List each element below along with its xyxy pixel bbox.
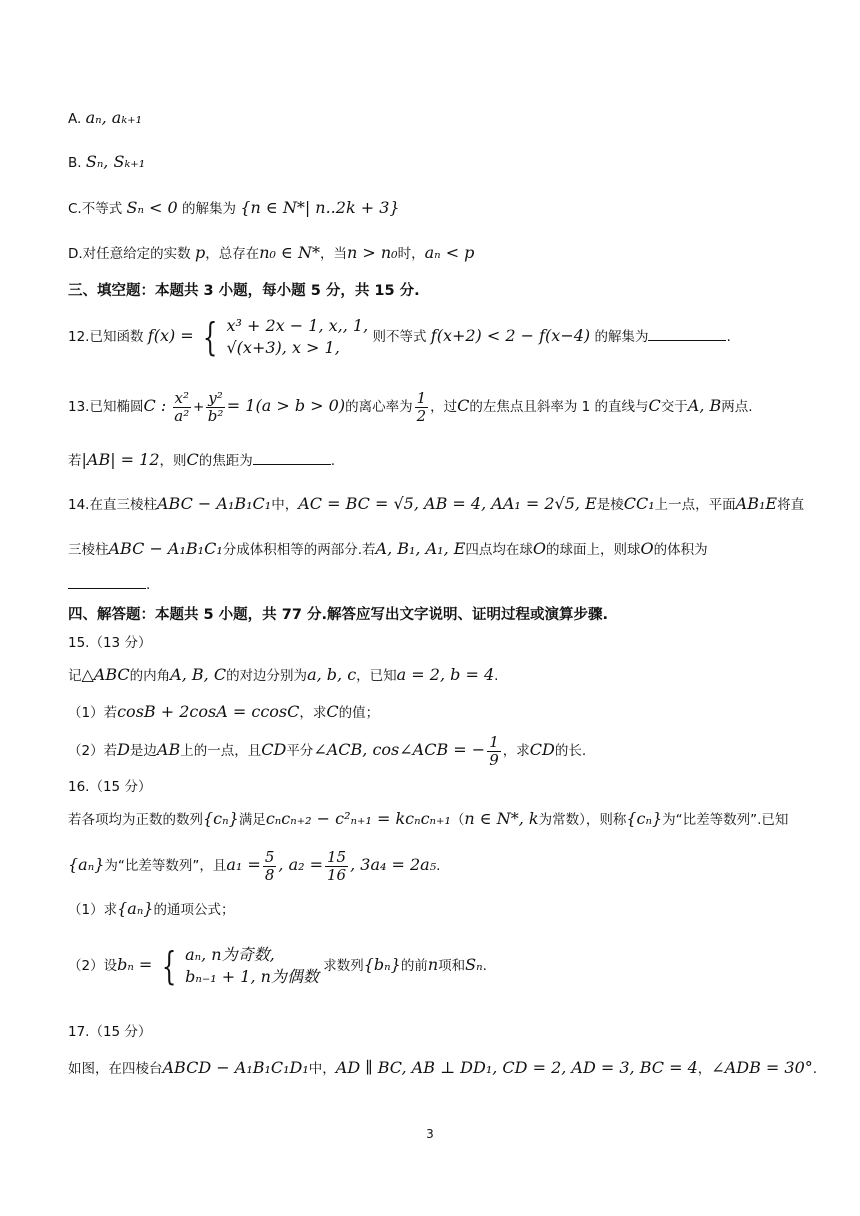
q16-math: {cₙ} — [626, 809, 663, 828]
q15-text: ，求 — [502, 743, 530, 759]
q12-text: 的解集为 — [594, 329, 649, 345]
q17-text: ， — [697, 1061, 712, 1077]
q12-math: f(x+2) < 2 − f(x−4) — [430, 326, 591, 345]
option-label: A. — [68, 111, 82, 127]
denominator: b² — [207, 406, 224, 425]
q16-text: 满足 — [238, 812, 266, 828]
q14-math: ABC − A₁B₁C₁ — [108, 539, 223, 558]
option-c — [68, 197, 820, 220]
q14-text: 分成体积相等的两部分.若 — [222, 542, 376, 558]
question-14-line-2 — [68, 538, 820, 561]
fraction-half — [415, 390, 429, 425]
q13-text: ，则 — [159, 453, 187, 469]
q15-math: D — [117, 740, 130, 759]
q13-math: C — [186, 450, 199, 469]
q15-text: 的对边分别为 — [226, 668, 308, 684]
option-math: Sₙ < 0 — [126, 198, 178, 217]
option-text: 时， — [397, 246, 425, 262]
q16-text: . — [482, 958, 487, 974]
q15-text: 上的一点，且 — [180, 743, 262, 759]
q14-text: 上一点，平面 — [654, 497, 736, 513]
q16-text: 的前 — [400, 958, 428, 974]
option-math: aₙ, aₖ₊₁ — [85, 108, 143, 127]
q13-text: 的离心率为 — [345, 399, 413, 415]
q15-text: （2）若 — [68, 743, 118, 759]
option-d — [68, 242, 820, 265]
question-16-head: 16.（15 分） — [68, 779, 152, 795]
q14-text: 14.在直三棱柱 — [68, 497, 157, 513]
q17-math: ∠ADB = 30° — [711, 1058, 813, 1077]
q13-text: 的焦距为 — [198, 453, 253, 469]
q14-math: AC = BC = √5, AB = 4, AA₁ = 2√5, E — [298, 494, 597, 513]
q13-text: ，过 — [430, 399, 458, 415]
q13-text: 的左焦点且斜率为 1 的直线与 — [469, 399, 649, 415]
q16-text: （1）求 — [68, 902, 118, 918]
q16-math: Sₙ — [465, 955, 483, 974]
q15-text: 平分 — [286, 743, 314, 759]
q13-text: 两点. — [721, 399, 753, 415]
q15-math: CD — [529, 740, 555, 759]
fraction-a2 — [325, 849, 348, 884]
q14-math: CC₁ — [623, 494, 655, 513]
q16-math: , a₂ = — [278, 855, 324, 874]
q15-text: 记 — [68, 668, 82, 684]
section-3-title: 三、填空题：本题共 3 小题，每小题 5 分，共 15 分. — [68, 283, 420, 299]
q13-text: 交于 — [660, 399, 688, 415]
q14-math: ABC − A₁B₁C₁ — [156, 494, 272, 513]
q15-text: ，已知 — [356, 668, 397, 684]
question-12: 12.已知函数 f(x) = { x³ + 2x − 1, x,, 1, √(x+3), x > 1, 则不等式 f(x+2) < 2 − f(x−4) 的解集为 . — [68, 315, 731, 359]
q16-case: aₙ, n为奇数, — [185, 945, 275, 964]
q17-math: ABCD − A₁B₁C₁D₁ — [162, 1058, 309, 1077]
option-math: aₙ < p — [424, 243, 475, 262]
q17-math: AD ∥ BC, AB ⊥ DD₁, CD = 2, AD = 3, BC = 4 — [335, 1058, 698, 1077]
question-17-head: 17.（15 分） — [68, 1024, 152, 1040]
option-math: n₀ ∈ N* — [259, 243, 320, 262]
q16-case: bₙ₋₁ + 1, n为偶数 — [185, 967, 319, 986]
numerator: y² — [208, 388, 223, 407]
q16-math: {aₙ} — [68, 855, 105, 874]
q16-cases — [185, 944, 319, 988]
q12-text: 则不等式 — [372, 329, 427, 345]
q17-text: 如图，在四棱台 — [68, 1061, 163, 1077]
question-13-line-1: 13.已知椭圆C : $\frac{\text{x²}}{\text{a²}}$ + $\frac{\text{y²}}{\text{b²}}$ = 1(a > b > 0)的离心率为 $\frac{1}{2}$ ，过C的左焦点且斜率为 1 的直线与C交于A, B两点. — [68, 388, 753, 425]
q15-math: A, B, C — [170, 665, 227, 684]
q13-math: C : — [143, 396, 167, 415]
denominator: 8 — [264, 865, 275, 884]
q13-math: = 1(a > b > 0) — [226, 396, 346, 415]
q13-text: 若 — [68, 453, 82, 469]
answer-blank[interactable] — [253, 450, 331, 465]
option-text: ，当 — [319, 246, 347, 262]
q16-text: 为“比差等数列”.已知 — [662, 812, 789, 828]
q14-math: O — [532, 539, 547, 558]
option-math: p — [194, 243, 206, 262]
q16-math: {bₙ} — [363, 955, 401, 974]
answer-blank[interactable] — [648, 326, 726, 341]
q16-math: {cₙ} — [203, 809, 239, 828]
q16-math: bₙ = — [117, 955, 153, 974]
fraction-y2-b2 — [206, 390, 225, 425]
option-b — [68, 151, 820, 174]
question-13-line-2: 若|AB| = 12，则C的焦距为 . — [68, 450, 336, 469]
q14-math: O — [640, 539, 654, 558]
q14-text: 三棱柱 — [68, 542, 109, 558]
denominator: a² — [174, 406, 190, 425]
q16-math: {aₙ} — [117, 899, 154, 918]
numerator: 5 — [264, 847, 275, 866]
q14-math: AB₁E — [735, 494, 778, 513]
answer-blank[interactable] — [68, 574, 146, 589]
q14-math: A, B₁, A₁, E — [375, 539, 466, 558]
numerator: 1 — [416, 388, 427, 407]
q16-text: 为常数），则称 — [538, 812, 627, 828]
q16-text: . — [436, 858, 441, 874]
q17-text: . — [812, 1061, 818, 1077]
numerator: 15 — [327, 847, 347, 866]
q14-text: 四点均在球 — [465, 542, 533, 558]
q13-math: A, B — [687, 396, 722, 415]
q16-math: cₙcₙ₊₂ − c²ₙ₊₁ = kcₙcₙ₊₁ — [265, 809, 451, 828]
denominator: 2 — [416, 406, 427, 425]
q15-text: 的长. — [554, 743, 587, 759]
option-label: C.不等式 — [68, 201, 123, 217]
q12-case: x³ + 2x − 1, x,, 1, — [226, 316, 369, 335]
q14-text: 的体积为 — [653, 542, 708, 558]
q15-math: a = 2, b = 4 — [396, 665, 495, 684]
q14-text: 将直 — [777, 497, 805, 513]
q16-math: n ∈ N*, k — [464, 809, 539, 828]
fraction-a1 — [263, 849, 277, 884]
q15-text: 的内角 — [129, 668, 171, 684]
question-14-line-3: . — [68, 574, 820, 596]
q13-math: C — [648, 396, 661, 415]
q13-text: 13.已知椭圆 — [68, 399, 144, 415]
q12-case: √(x+3), x > 1, — [226, 338, 340, 357]
option-text: 的解集为 — [182, 201, 237, 217]
q15-text: 是边 — [129, 743, 157, 759]
q17-text: 中， — [308, 1061, 336, 1077]
section-4-title: 四、解答题：本题共 5 小题，共 77 分.解答应写出文字说明、证明过程或演算步骤. — [68, 607, 608, 623]
question-16-part-1 — [68, 898, 820, 921]
q16-text: 若各项均为正数的数列 — [68, 812, 203, 828]
question-15-head: 15.（13 分） — [68, 635, 152, 651]
q15-text: . — [494, 668, 499, 684]
question-16-line-1 — [68, 808, 820, 831]
question-15-part-2 — [68, 728, 820, 773]
option-math: n > n₀ — [346, 243, 398, 262]
q12-cases — [226, 315, 368, 359]
question-14-line-1 — [68, 493, 820, 516]
q14-text: 的球面上，则球 — [546, 542, 641, 558]
q15-text: 的值； — [338, 705, 380, 721]
option-text: ，总存在 — [205, 246, 260, 262]
q15-math: cosB + 2cosA = ccosC — [117, 702, 300, 721]
q16-math: , 3a₄ = 2a₅ — [350, 855, 437, 874]
q16-text: （2）设 — [68, 958, 118, 974]
q16-text: 项和 — [438, 958, 466, 974]
denominator: 16 — [327, 865, 347, 884]
brace-symbol: { — [161, 944, 176, 988]
q15-math: a, b, c — [307, 665, 357, 684]
option-math: {n ∈ N*| n..2k + 3} — [240, 198, 400, 217]
denominator: 9 — [489, 750, 499, 769]
q12-math: f(x) = — [147, 326, 194, 345]
q13-math: C — [457, 396, 470, 415]
option-a — [68, 107, 820, 130]
q16-text: （ — [450, 812, 465, 828]
brace-symbol: { — [202, 315, 218, 359]
question-15-stem — [68, 664, 820, 687]
q16-text: 求数列 — [323, 958, 364, 974]
q13-math: |AB| = 12 — [81, 450, 160, 469]
question-17-stem — [68, 1057, 820, 1080]
q15-math: AB — [156, 740, 181, 759]
numerator: 1 — [489, 732, 499, 751]
q16-math: a₁ = — [226, 855, 261, 874]
q15-math: ∠ACB, cos∠ACB = − — [313, 740, 486, 759]
q14-text: 中， — [271, 497, 299, 513]
q16-math: n — [427, 955, 439, 974]
question-16-part-2 — [68, 941, 820, 990]
q16-text: 的通项公式； — [153, 902, 235, 918]
option-label: B. — [68, 155, 82, 171]
q12-text: 12.已知函数 — [68, 329, 144, 345]
question-16-line-2 — [68, 843, 820, 888]
numerator: x² — [174, 388, 189, 407]
q15-math: C — [326, 702, 339, 721]
page-number: 3 — [426, 1127, 434, 1141]
option-math: Sₙ, Sₖ₊₁ — [85, 152, 146, 171]
question-15-part-1 — [68, 701, 820, 724]
fraction-x2-a2 — [173, 390, 191, 425]
q15-math: △ABC — [81, 665, 130, 684]
fraction-one-ninth — [487, 734, 501, 769]
q15-text: （1）若 — [68, 705, 118, 721]
option-label: D.对任意给定的实数 — [68, 246, 191, 262]
q14-text: 是棱 — [596, 497, 624, 513]
q15-math: CD — [261, 740, 287, 759]
q16-text: 为“比差等数列”，且 — [104, 858, 227, 874]
q15-text: ，求 — [299, 705, 327, 721]
